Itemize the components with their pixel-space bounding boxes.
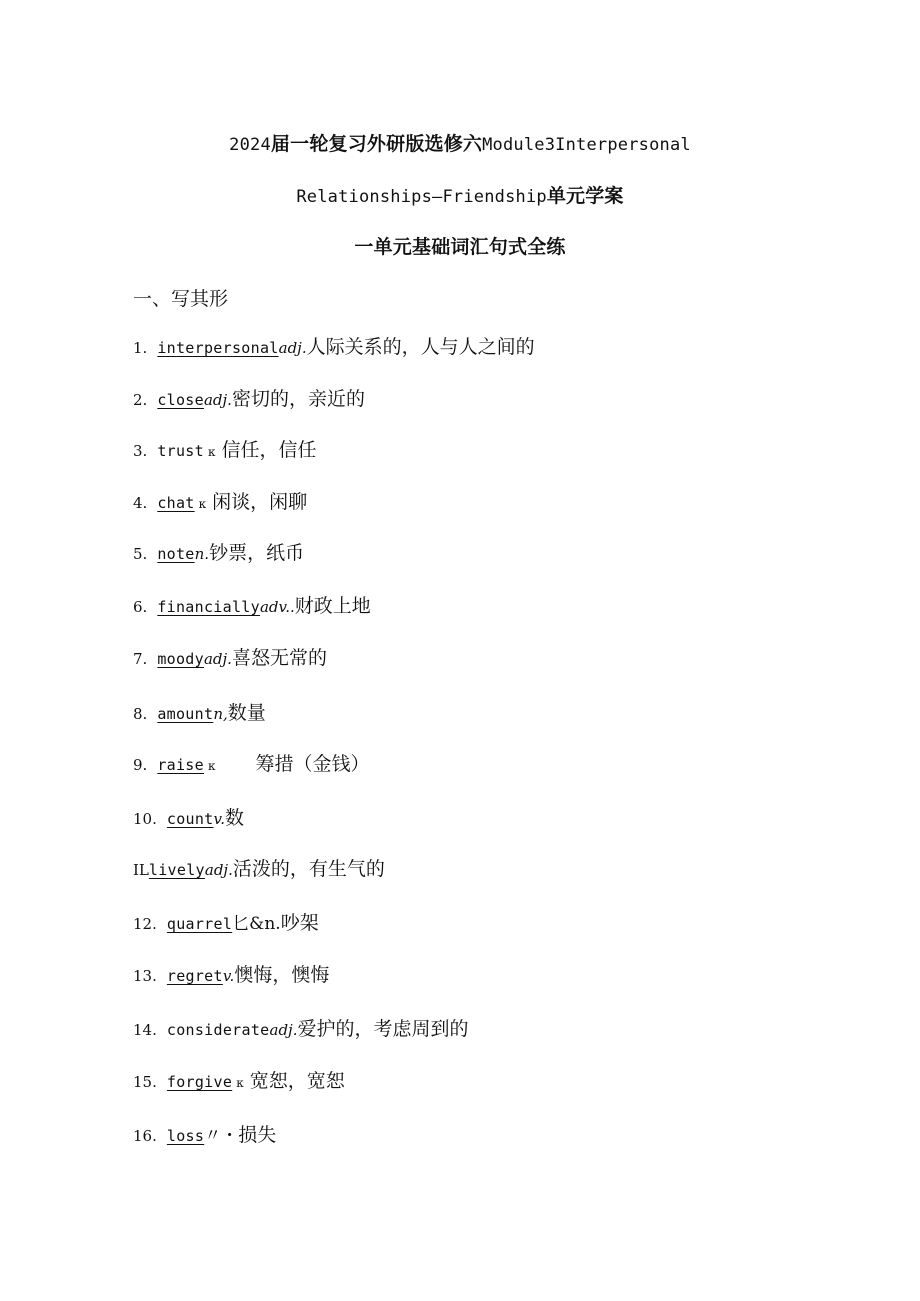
item-number: 6. [133,598,148,616]
item-word: note [157,545,195,563]
vocab-item [133,750,369,778]
item-meaning: 爱护的，考虑周到的 [297,1018,469,1040]
item-number: 10. [133,810,157,828]
item-number: 13. [133,967,157,985]
item-mark: κ [198,497,207,511]
item-meaning: 喜怒无常的 [231,647,327,669]
vocab-item [133,385,365,413]
item-meaning: 宽恕，宽恕 [249,1070,345,1092]
item-meaning: 活泼的，有生气的 [232,858,385,880]
item-number: 8. [133,705,148,723]
item-meaning: 数 [224,807,244,829]
item-number: 1. [133,339,148,357]
item-mark: 匕&n. [232,914,281,934]
item-word: quarrel [166,915,233,933]
item-word: considerate [166,1021,270,1039]
item-part-of-speech: n, [213,705,228,723]
subtitle-text: 一单元基础词汇句式全练 [354,236,566,258]
item-meaning: 吵架 [280,912,319,934]
item-meaning: 钞票，纸币 [209,542,305,564]
item-meaning: 筹措（金钱） [255,753,370,775]
item-word: raise [157,756,204,774]
item-word: loss [166,1127,205,1145]
item-word: amount [157,705,214,723]
item-meaning: 数量 [227,702,266,724]
item-number: 5. [133,545,148,563]
item-part-of-speech: adj. [203,650,232,668]
item-part-of-speech: adj. [203,391,232,409]
item-part-of-speech: adj. [278,339,307,357]
title-cn: 届一轮复习外研版选修六 [270,133,483,155]
item-part-of-speech: n. [194,545,210,563]
item-number: 14. [133,1021,157,1039]
vocab-item [133,592,371,620]
subtitle [0,232,920,259]
vocab-item [133,1121,276,1149]
item-meaning: 密切的，亲近的 [231,388,365,410]
item-meaning: 懊悔，懊悔 [234,964,330,986]
vocab-item [133,539,304,567]
item-word: interpersonal [157,339,279,357]
item-word: close [157,391,204,409]
vocab-item [133,644,327,672]
item-word: lively [148,861,205,879]
item-part-of-speech: adj. [204,861,233,879]
vocab-item [133,333,535,361]
item-part-of-speech: v. [222,967,235,985]
item-number: 9. [133,756,148,774]
vocab-item [133,1067,345,1095]
title-year: 2024 [229,135,271,155]
title-unit: 单元学案 [546,185,624,207]
vocab-item [133,909,319,937]
item-meaning: 信任，信任 [221,439,317,461]
item-number: 3. [133,442,148,460]
title-line-1 [0,129,920,156]
title-topic: Relationships—Friendship [296,187,547,207]
item-number: 15. [133,1073,157,1091]
item-meaning: 损失 [238,1124,277,1146]
item-number: 7. [133,650,148,668]
item-part-of-speech: adv.. [259,598,295,616]
section-heading: 一、写其形 [133,288,229,310]
title-module: Module3Interpersonal [482,135,691,155]
item-word: count [166,810,214,828]
item-word: chat [157,494,195,512]
vocab-item [133,961,329,989]
title-line-2 [0,181,920,208]
item-number: 16. [133,1127,157,1145]
item-word: trust [157,442,204,460]
item-number: 2. [133,391,148,409]
item-part-of-speech: adj. [269,1021,298,1039]
item-number: IL [133,861,149,879]
item-meaning: 闲谈，闲聊 [212,491,308,513]
item-word: forgive [166,1073,233,1091]
vocab-item [133,1015,468,1043]
item-meaning: 财政上地 [294,595,371,617]
item-word: regret [166,967,223,985]
item-mark: 〃・ [204,1126,239,1146]
item-mark: κ [207,445,216,459]
item-number: 4. [133,494,148,512]
item-meaning: 人际关系的，人与人之间的 [306,336,535,358]
item-mark: κ [207,759,216,773]
vocab-item [133,699,266,727]
vocab-item [133,488,307,516]
vocab-item [133,855,385,883]
item-mark: κ [236,1076,244,1090]
item-number: 12. [133,915,157,933]
item-word: moody [157,650,204,668]
item-part-of-speech: v. [213,810,225,828]
vocab-item [133,436,316,464]
vocab-item [133,804,244,832]
item-word: financially [157,598,260,616]
